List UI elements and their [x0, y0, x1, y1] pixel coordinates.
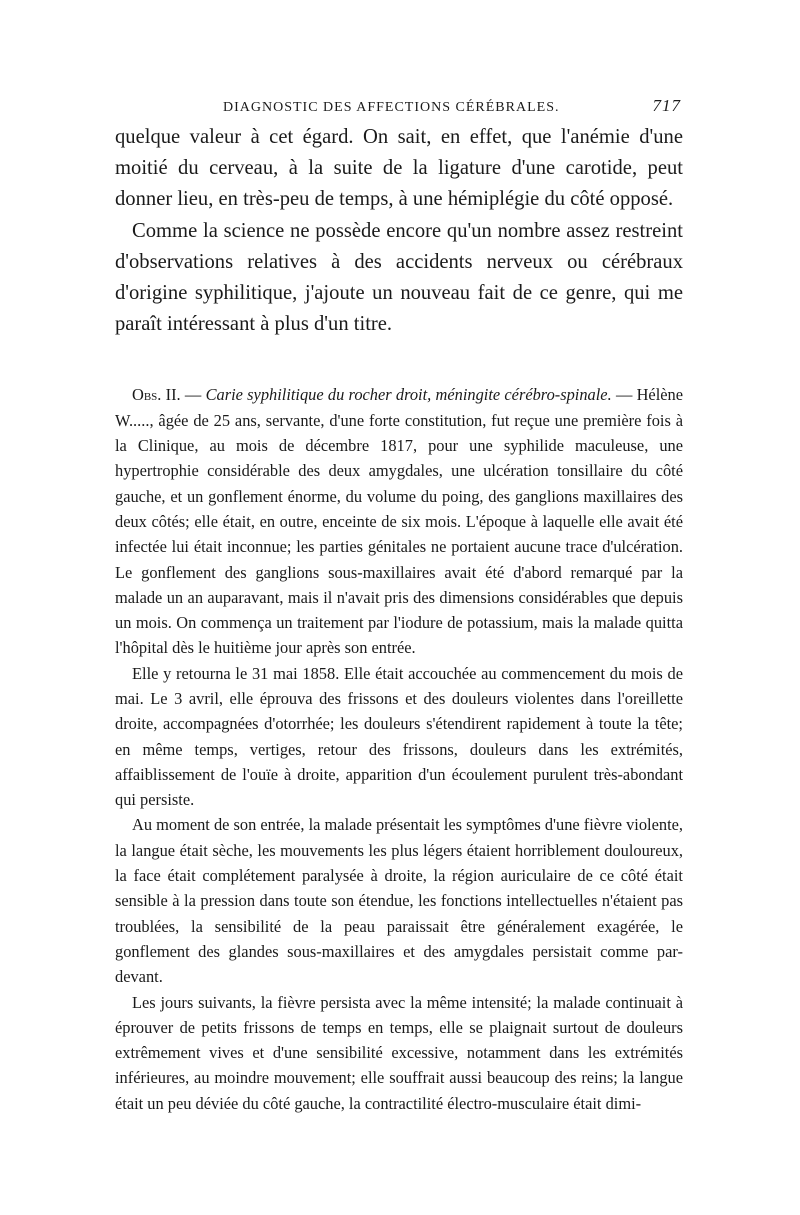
running-title: DIAGNOSTIC DES AFFECTIONS CÉRÉBRALES.: [223, 100, 560, 115]
observation-paragraph-2: Elle y retourna le 31 mai 1858. Elle était accouchée au commencement du mois de mai. Le 3 avril, elle éprouva des frissons et des douleurs violentes dans l'oreillette droite, accompagnées d'otorrhée; les douleurs s'étendirent rapidement à toute la tête; en même temps, vertiges, retour des frissons, douleurs dans les extrémités, affaiblissement de l'ouïe à droite, apparition d'un écoulement purulent très-abondant qui persiste.: [115, 663, 683, 810]
paragraph-introduction: Comme la science ne possède encore qu'un nombre assez restreint d'observations relatives à des accidents nerveux ou cérébraux d'origine syphilitique, j'ajoute un nouveau fait de ce genre, qui me paraît intéressant à plus d'un titre.: [115, 219, 683, 336]
observation-text-1: — Hélène W....., âgée de 25 ans, servante, d'une forte constitution, fut reçue une première fois à la Clinique, au mois de décembre 1817, pour une syphilide maculeuse, une hypertrophie considérable des deux amygdales, une ulcération tonsillaire du côté gauche, et un gonflement énorme, du volume du poing, des ganglions maxillaires des deux côtés; elle était, en outre, enceinte de six mois. L'époque à laquelle elle avait été infectée lui était inconnue; les parties génitales ne portaient aucune trace d'ulcération. Le gonflement des ganglions sous-maxillaires avait été d'abord remarqué par la malade un an auparavant, mais il n'avait pris des dimensions considérables que depuis un mois. On commença un traitement par l'iodure de potassium, mais la malade quitta l'hôpital dès le huitième jour après son entrée.: [115, 385, 683, 658]
paragraph-continuation: quelque valeur à cet égard. On sait, en effet, que l'anémie d'une moitié du cerveau, à la suite de la ligature d'une carotide, peut donner lieu, en très-peu de temps, à une hémiplégie du côté opposé.: [115, 126, 683, 211]
page-number: 717: [652, 96, 681, 115]
observation-paragraph-3: Au moment de son entrée, la malade présentait les symptômes d'une fièvre violente, la langue était sèche, les mouvements les plus légers étaient horriblement douloureux, la face était complétement paralysée à droite, la région auriculaire de ce côté était sensible à la pression dans toute son étendue, les fonctions intellectuelles n'étaient pas troublées, la sensibilité de la peau paraissait être généralement exagérée, le gonflement des glandes sous-maxillaires et des amygdales persistait comme par-devant.: [115, 815, 683, 987]
running-header: [115, 94, 683, 122]
section-gap: [115, 340, 683, 382]
observation-label: Obs. II. —: [132, 385, 202, 405]
observation-paragraph-1: [115, 382, 683, 660]
observation-paragraph-4: Les jours suivants, la fièvre persista avec la même intensité; la malade continuait à éprouver de petits frissons de temps en temps, elle se plaignait surtout de douleurs extrêmement vives et d'une sensibilité excessive, notamment dans les extrémités inférieures, au moindre mouvement; elle souffrait aussi beaucoup des reins; la langue était un peu déviée du côté gauche, la contractilité électro-musculaire était dimi-: [115, 992, 683, 1113]
observation-title: Carie syphilitique du rocher droit, méningite cérébro-spinale.: [205, 385, 612, 405]
book-page: [115, 94, 683, 1116]
